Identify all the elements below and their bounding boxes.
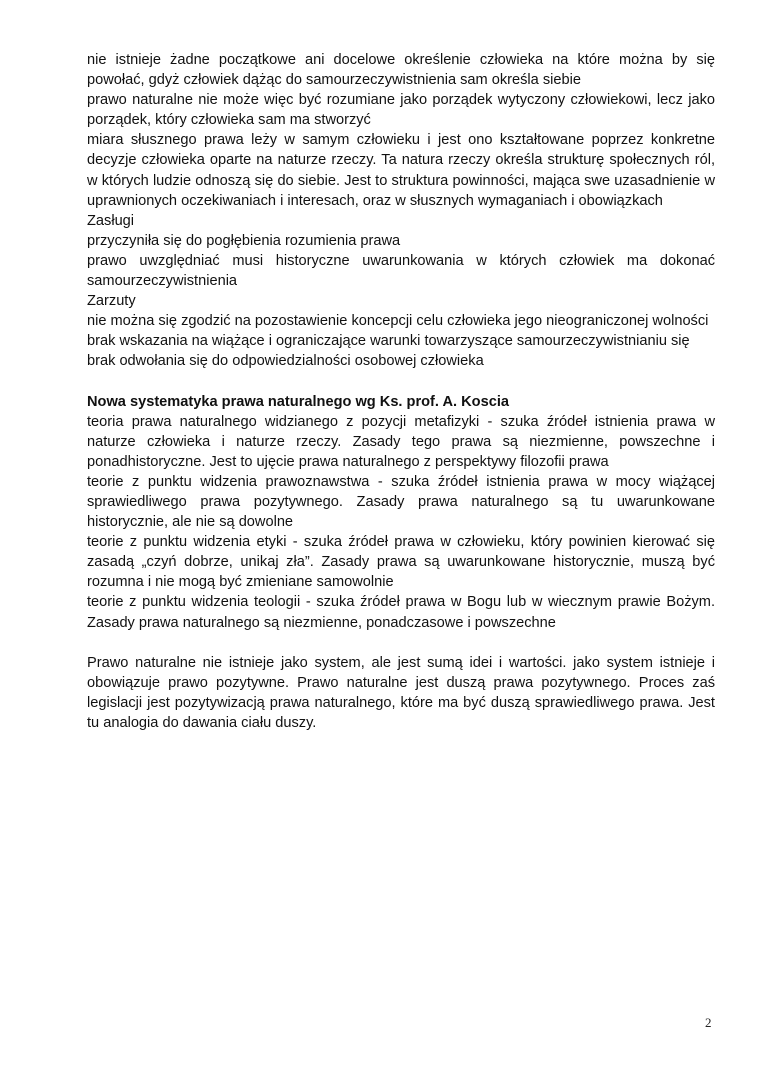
paragraph: teorie z punktu widzenia prawoznawstwa - szuka źródeł istnienia prawa w mocy wiążącej sprawiedliwego prawa pozytywnego. Zasady prawa naturalnego są tu uwarunkowane historycznie, ale nie są dowolne xyxy=(87,473,715,531)
spacer xyxy=(87,633,715,653)
paragraph: teorie z punktu widzenia etyki - szuka źródeł prawa w człowieku, który powinien kierować się zasadą „czyń dobrze, unikaj zła”. Zasady prawa są uwarunkowane historycznie, muszą być rozumna i nie mogą być zmieniane samowolnie xyxy=(87,534,715,591)
paragraph: nie istnieje żadne początkowe ani docelowe określenie człowieka na które można by się powołać, gdyż człowiek dążąc do samourzeczywistnienia sam określa siebie xyxy=(87,52,715,89)
paragraph: prawo naturalne nie może więc być rozumiane jako porządek wytyczony człowiekowi, lecz jako porządek, który człowieka sam ma stworzyć xyxy=(87,92,715,129)
paragraph: teorie z punktu widzenia teologii - szuka źródeł prawa w Bogu lub w wiecznym prawie Bożym. Zasady prawa naturalnego są niezmienne, ponadczasowe i powszechne xyxy=(87,594,715,631)
label-zarzuty: Zarzuty xyxy=(87,293,136,310)
document-page xyxy=(87,50,715,733)
page-number: 2 xyxy=(705,1015,712,1030)
paragraph: brak wskazania na wiążące i ograniczające warunki towarzyszące samourzeczywistnianiu się xyxy=(87,333,690,350)
paragraph: Prawo naturalne nie istnieje jako system, ale jest sumą idei i wartości. jako system istnieje i obowiązuje prawo pozytywne. Prawo naturalne jest duszą prawa pozytywnego. Proces zaś legislacji jest pozytywizacją prawa naturalnego, które ma być duszą sprawiedliwego prawa. Jest tu analogia do dawania ciału duszy. xyxy=(87,654,715,731)
paragraph: przyczyniła się do pogłębienia rozumienia prawa xyxy=(87,232,401,249)
paragraph: miara słusznego prawa leży w samym człowieku i jest ono kształtowane poprzez konkretne decyzje człowieka oparte na naturze rzeczy. Ta natura rzeczy określa strukturę społecznych ról, w których ludzie odnoszą się do siebie. Jest to struktura powinności, mająca swe uzasadnienie w uprawnionych oczekiwaniach i interesach, oraz w słusznych wymaganiach i obowiązkach xyxy=(87,132,715,209)
label-zaslugi: Zasługi xyxy=(87,212,135,229)
paragraph: nie można się zgodzić na pozostawienie koncepcji celu człowieka jego nieograniczonej wolności xyxy=(87,313,709,330)
paragraph: prawo uwzględniać musi historyczne uwarunkowania w których człowiek ma dokonać samourzeczywistnienia xyxy=(87,252,715,290)
paragraph: brak odwołania się do odpowiedzialności osobowej człowieka xyxy=(87,353,484,370)
section-heading: Nowa systematyka prawa naturalnego wg Ks. prof. A. Koscia xyxy=(87,393,509,410)
paragraph: teoria prawa naturalnego widzianego z pozycji metafizyki - szuka źródeł istnienia prawa w naturze człowieka i naturze rzeczy. Zasady tego prawa są niezmienne, powszechne i ponadhistoryczne. Jest to ujęcie prawa naturalnego z perspektywy filozofii prawa xyxy=(87,413,715,470)
spacer xyxy=(87,372,715,392)
